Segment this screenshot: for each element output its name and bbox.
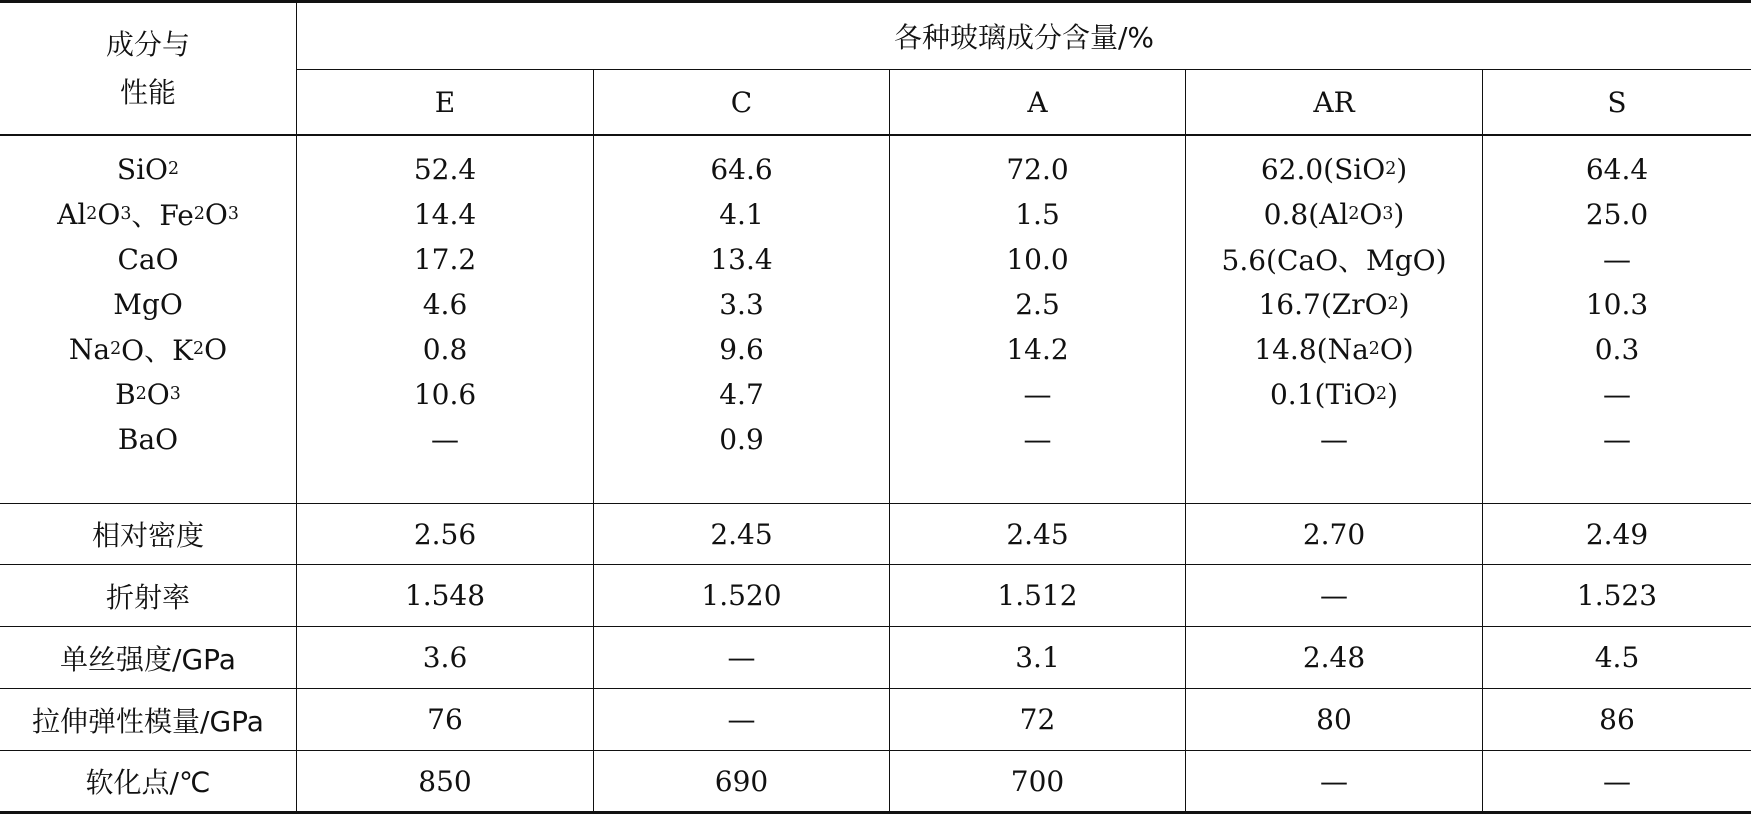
composition-label: CaO xyxy=(117,242,179,276)
property-label: 软化点/℃ xyxy=(85,766,211,799)
property-value: 76 xyxy=(427,703,463,736)
composition-column-ar xyxy=(1186,136,1482,503)
composition-value: 17.2 xyxy=(413,242,477,276)
composition-value: — xyxy=(1603,377,1631,411)
composition-value: 0.8 xyxy=(422,332,468,366)
composition-value: 4.7 xyxy=(719,377,764,411)
composition-value: 10.3 xyxy=(1585,287,1649,321)
composition-value: — xyxy=(1023,422,1052,456)
composition-value: — xyxy=(1320,422,1348,456)
property-value: 2.48 xyxy=(1302,641,1366,674)
property-value: — xyxy=(1320,579,1348,612)
composition-value: 0.8(Al 2 O 3 ) xyxy=(1263,197,1405,231)
composition-value: — xyxy=(1603,422,1631,456)
composition-value: 25.0 xyxy=(1585,197,1649,231)
row-label-header-line1: 成分与 xyxy=(105,27,190,61)
composition-label: BaO xyxy=(117,422,179,456)
composition-value: 13.4 xyxy=(710,242,773,276)
composition-column-e xyxy=(297,136,593,503)
property-value: 1.523 xyxy=(1576,579,1658,612)
property-value: 72 xyxy=(1019,703,1056,736)
composition-label: MgO xyxy=(113,287,183,321)
column-header-s: S xyxy=(1607,85,1627,119)
composition-column-s xyxy=(1483,136,1751,503)
composition-value: 0.9 xyxy=(719,422,764,456)
composition-label: Na 2 O、K 2 O xyxy=(68,332,228,367)
composition-value: 72.0 xyxy=(1006,152,1069,186)
composition-column-a xyxy=(890,136,1185,503)
column-header-ar: AR xyxy=(1313,85,1355,119)
composition-value: — xyxy=(1603,242,1631,276)
composition-value: 10.0 xyxy=(1006,242,1069,276)
composition-value: 64.6 xyxy=(710,152,773,186)
property-value: 86 xyxy=(1599,703,1635,736)
property-value: 1.548 xyxy=(404,579,486,612)
property-label: 折射率 xyxy=(105,580,190,614)
property-label: 单丝强度/GPa xyxy=(60,642,236,676)
row-label-header-line2: 性能 xyxy=(119,75,176,109)
composition-value: — xyxy=(431,422,459,456)
composition-value: 3.3 xyxy=(719,287,764,321)
property-value: 3.6 xyxy=(422,641,468,674)
column-header-c: C xyxy=(730,85,753,119)
property-value: 2.70 xyxy=(1302,517,1366,551)
property-value: 4.5 xyxy=(1594,641,1640,674)
property-value: 1.520 xyxy=(701,579,782,612)
property-value: 2.56 xyxy=(413,517,477,551)
composition-value: 16.7(ZrO 2 ) xyxy=(1258,287,1410,321)
composition-value: 10.6 xyxy=(413,377,477,411)
property-label: 相对密度 xyxy=(91,519,204,552)
composition-value: 4.1 xyxy=(719,197,764,231)
property-value: 2.49 xyxy=(1585,517,1649,551)
composition-value: 2.5 xyxy=(1015,287,1060,321)
rule-bottom xyxy=(0,811,1751,814)
property-label: 拉伸弹性模量/GPa xyxy=(32,704,264,738)
composition-label: Al 2 O 3 、Fe 2 O 3 xyxy=(57,197,239,232)
property-value: 850 xyxy=(418,764,472,798)
composition-value: 0.1(TiO 2 ) xyxy=(1269,377,1399,411)
composition-column-c xyxy=(594,136,889,503)
property-value: 80 xyxy=(1316,703,1352,736)
property-value: 690 xyxy=(714,764,769,798)
composition-value: 14.4 xyxy=(413,197,477,231)
composition-value: 4.6 xyxy=(422,287,468,321)
property-value: — xyxy=(727,641,756,674)
property-value: 1.512 xyxy=(997,579,1078,612)
property-value: — xyxy=(1603,764,1631,798)
composition-label: SiO 2 xyxy=(116,152,180,186)
composition-value: — xyxy=(1023,377,1052,411)
property-value: 2.45 xyxy=(710,517,773,551)
composition-value: 1.5 xyxy=(1015,197,1060,231)
composition-value: 52.4 xyxy=(413,152,477,186)
composition-label: B 2 O 3 xyxy=(115,377,181,411)
composition-value: 64.4 xyxy=(1585,152,1649,186)
column-header-a: A xyxy=(1027,85,1048,119)
property-value: — xyxy=(1320,764,1348,798)
composition-value: 14.8(Na 2 O) xyxy=(1254,332,1414,366)
column-header-e: E xyxy=(434,85,456,119)
property-value: — xyxy=(727,703,756,736)
composition-value: 9.6 xyxy=(719,332,764,366)
property-value: 3.1 xyxy=(1015,641,1060,674)
composition-value: 62.0(SiO 2 ) xyxy=(1260,152,1408,186)
property-value: 700 xyxy=(1010,764,1065,798)
row-label-header xyxy=(0,3,296,134)
composition-value: 5.6(CaO、MgO) xyxy=(1221,244,1447,277)
composition-labels xyxy=(0,136,296,503)
composition-value: 14.2 xyxy=(1006,332,1069,366)
property-value: 2.45 xyxy=(1006,517,1069,551)
group-title: 各种玻璃成分含量/% xyxy=(893,21,1155,54)
composition-value: 0.3 xyxy=(1594,332,1640,366)
